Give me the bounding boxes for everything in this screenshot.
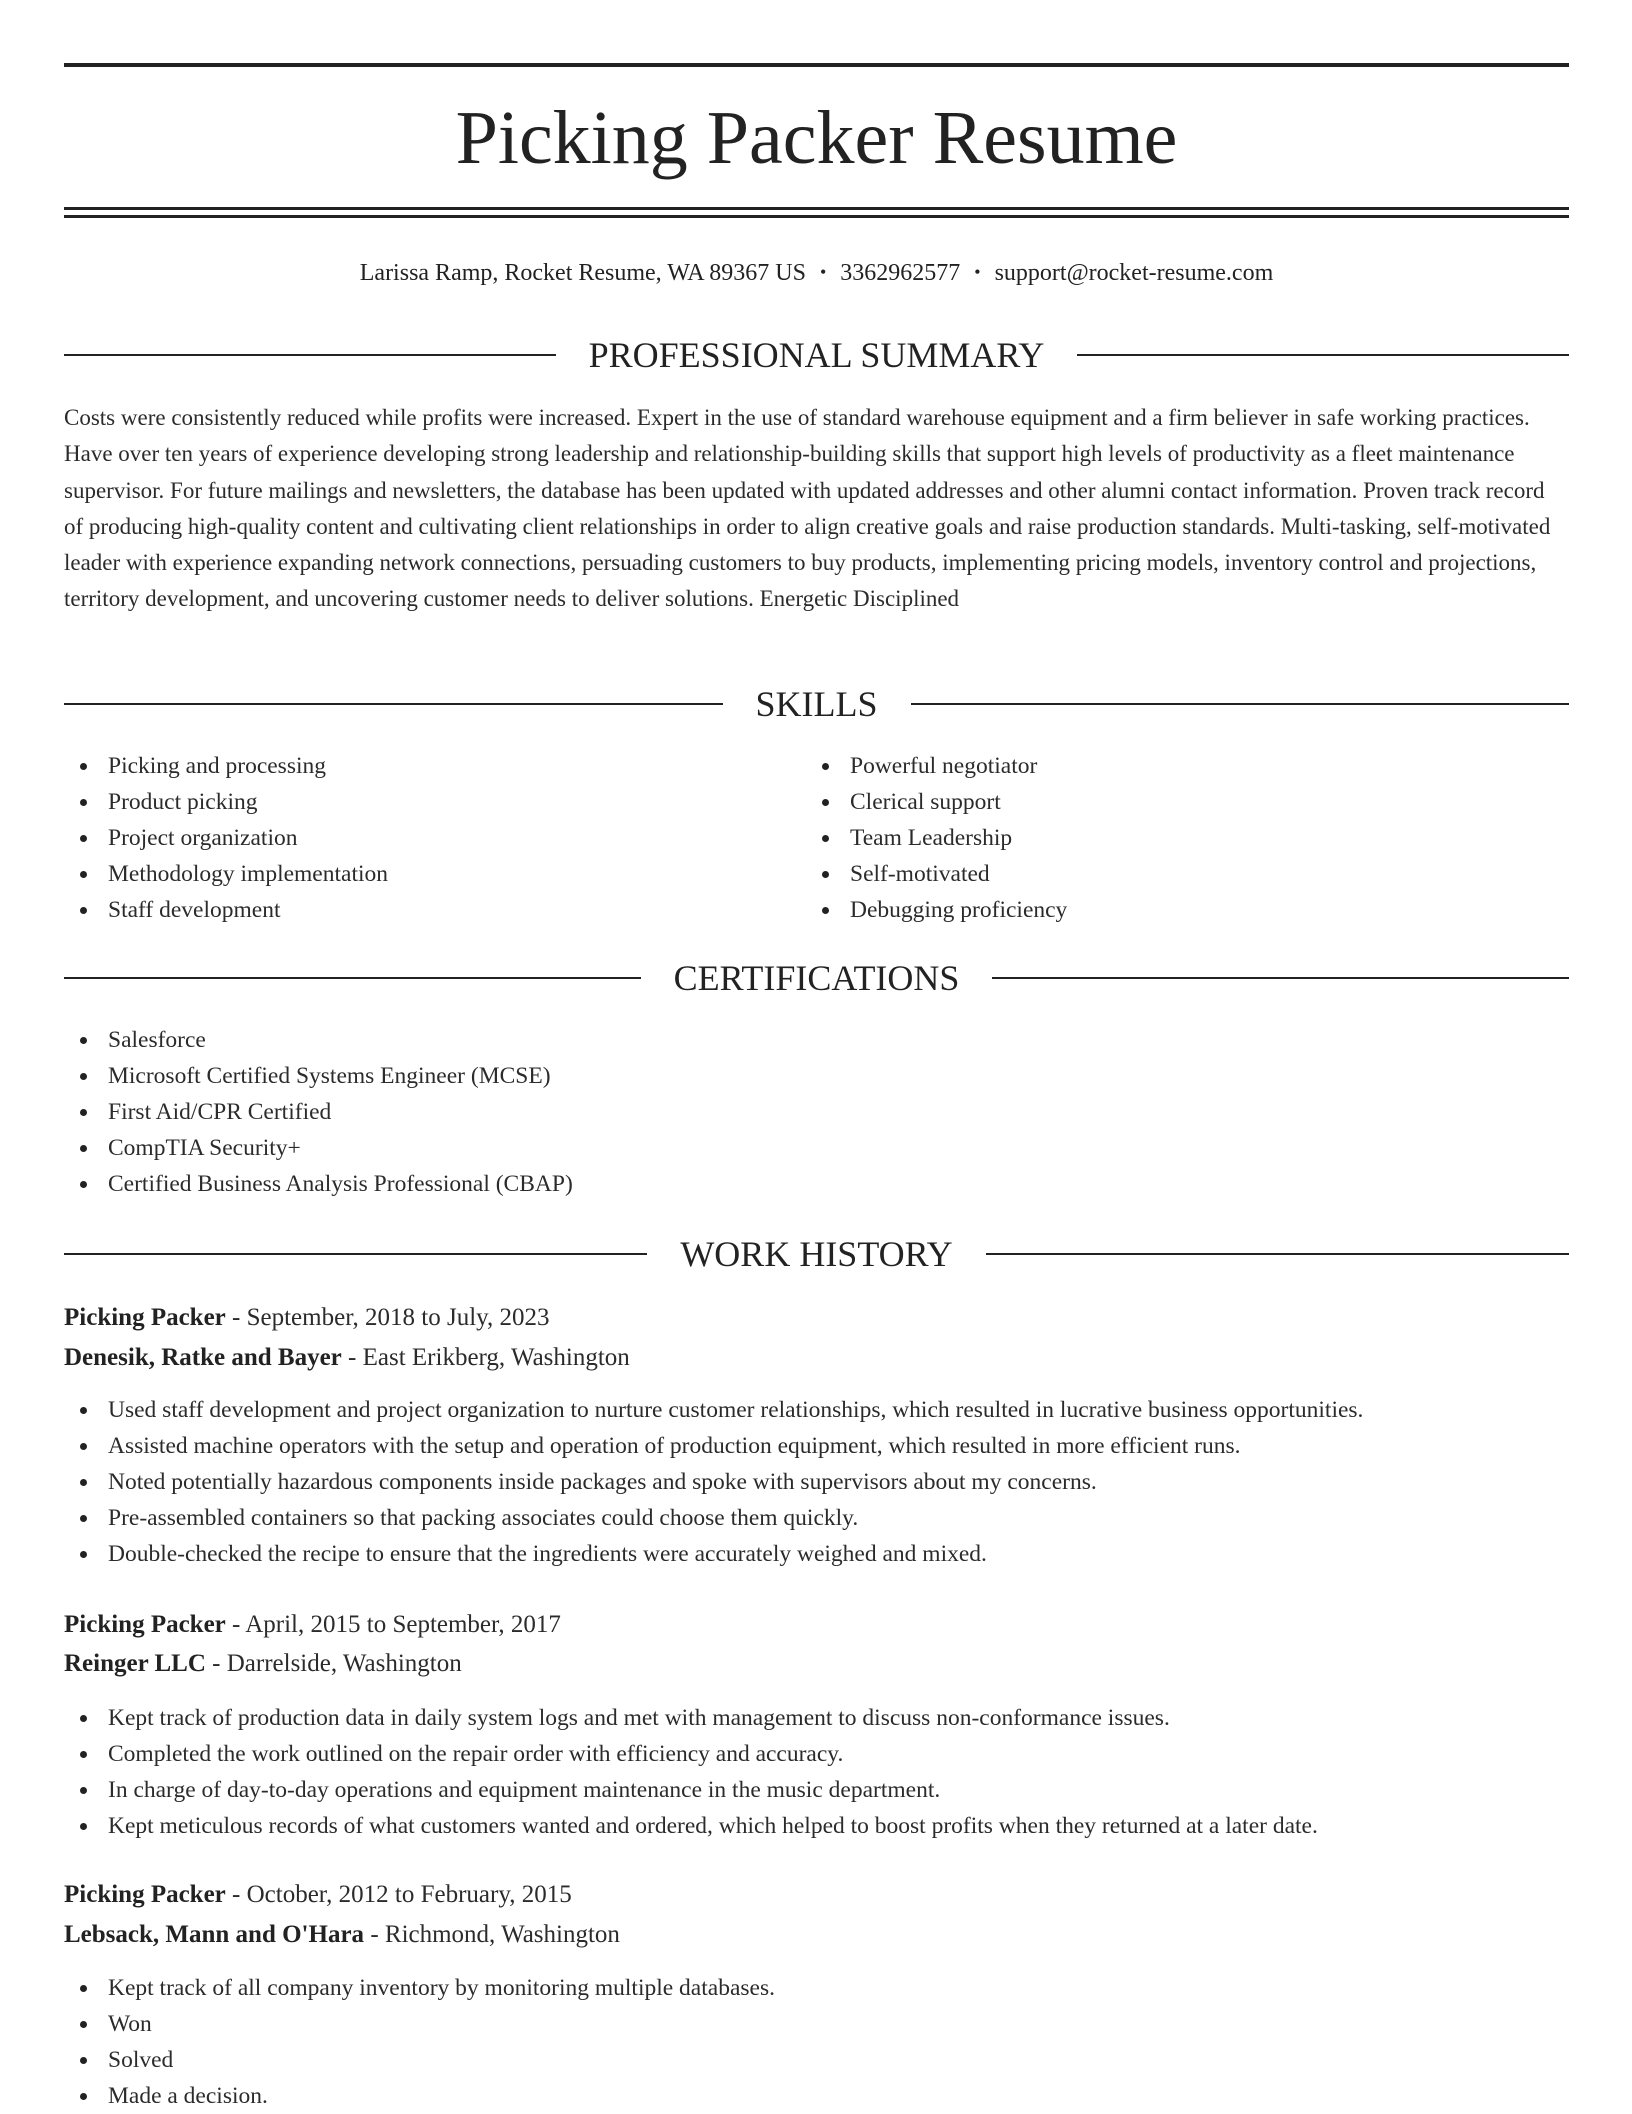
job-duty-item: Solved	[64, 2042, 775, 2078]
contact-separator: •	[974, 262, 981, 282]
job-company: Denesik, Ratke and Bayer	[64, 1344, 342, 1371]
job-duty-item: Pre-assembled containers so that packing associates could choose them quickly.	[64, 1500, 1363, 1536]
summary-paragraph: Costs were consistently reduced while profits were increased. Expert in the use of standard warehouse equipment and a firm believer in safe working practices. Have over ten years of experience developing strong leadership and relationship-building skills that support high levels of productivity as a fleet maintenance supervisor. For future mailings and newsletters, the database has been updated with updated addresses and other alumni contact information. Proven track record of producing high-quality content and cultivating client relationships in order to align creative goals and raise production standards. Multi-tasking, self-motivated leader with experience expanding network connections, persuading customers to buy products, implementing pricing models, inventory control and projections, territory development, and uncovering customer needs to deliver solutions. Energetic Disciplined	[64, 405, 1551, 612]
section-header-summary	[64, 333, 1569, 377]
skill-item: Methodology implementation	[64, 856, 388, 892]
certification-item: Microsoft Certified Systems Engineer (MCSE)	[64, 1058, 573, 1094]
section-title: SKILLS	[755, 684, 878, 724]
job-location: - Darrelside, Washington	[205, 1650, 462, 1677]
job-title: Picking Packer	[64, 1304, 226, 1331]
resume-title: Picking Packer Resume	[455, 96, 1178, 180]
job-duties-list	[64, 1392, 1363, 1572]
job-dates: - April, 2015 to September, 2017	[225, 1611, 561, 1638]
section-rule	[64, 703, 723, 705]
section-title: PROFESSIONAL SUMMARY	[588, 335, 1045, 375]
certification-item: First Aid/CPR Certified	[64, 1094, 573, 1130]
certification-item: Certified Business Analysis Professional (CBAP)	[64, 1166, 573, 1202]
section-rule	[64, 354, 556, 356]
job-duty-item: Kept meticulous records of what customers wanted and ordered, which helped to boost profits when they returned at a later date.	[64, 1808, 1318, 1844]
job-title-line	[64, 1877, 572, 1913]
skill-item: Product picking	[64, 784, 388, 820]
skills-list-left	[64, 748, 388, 928]
skill-item: Team Leadership	[806, 820, 1067, 856]
skill-item: Clerical support	[806, 784, 1067, 820]
section-header-certifications	[64, 956, 1569, 1000]
job-duty-item: Won	[64, 2006, 775, 2042]
job-location: - Richmond, Washington	[364, 1921, 620, 1948]
job-duty-item: Kept track of all company inventory by monitoring multiple databases.	[64, 1970, 775, 2006]
job-duty-item: Used staff development and project organization to nurture customer relationships, which resulted in lucrative business opportunities.	[64, 1392, 1363, 1428]
job-duty-item: Kept track of production data in daily system logs and met with management to discuss non-conformance issues.	[64, 1700, 1318, 1736]
skill-item: Project organization	[64, 820, 388, 856]
contact-email: support@rocket-resume.com	[994, 260, 1274, 286]
section-header-work-history	[64, 1232, 1569, 1276]
section-title: WORK HISTORY	[680, 1234, 953, 1274]
skill-item: Debugging proficiency	[806, 892, 1067, 928]
job-duty-item: Made a decision.	[64, 2078, 775, 2114]
job-title-line	[64, 1607, 561, 1643]
section-rule	[64, 977, 641, 979]
skills-list-right	[806, 748, 1067, 928]
section-rule	[1077, 354, 1569, 356]
skill-item: Powerful negotiator	[806, 748, 1067, 784]
section-rule	[992, 977, 1569, 979]
section-header-skills	[64, 682, 1569, 726]
job-company-line	[64, 1917, 620, 1953]
job-duties-list	[64, 1700, 1318, 1844]
contact-address: Larissa Ramp, Rocket Resume, WA 89367 US	[359, 260, 806, 286]
certifications-list	[64, 1022, 573, 1202]
job-duties-list	[64, 1970, 775, 2114]
certification-item: CompTIA Security+	[64, 1130, 573, 1166]
title-underline-rule-second	[64, 215, 1569, 218]
job-duty-item: Assisted machine operators with the setup and operation of production equipment, which resulted in more efficient runs.	[64, 1428, 1363, 1464]
job-company-line	[64, 1340, 630, 1376]
top-rule	[64, 63, 1569, 67]
job-location: - East Erikberg, Washington	[341, 1344, 630, 1371]
certification-item: Salesforce	[64, 1022, 573, 1058]
section-rule	[911, 703, 1570, 705]
contact-separator: •	[819, 262, 827, 282]
job-duty-item: In charge of day-to-day operations and equipment maintenance in the music department.	[64, 1772, 1318, 1808]
section-title: CERTIFICATIONS	[673, 958, 960, 998]
section-rule	[64, 1253, 647, 1255]
job-company: Lebsack, Mann and O'Hara	[64, 1921, 365, 1948]
job-duty-item: Noted potentially hazardous components inside packages and spoke with supervisors about my concerns.	[64, 1464, 1363, 1500]
title-underline-rule	[64, 207, 1569, 210]
job-company: Reinger LLC	[64, 1650, 206, 1677]
job-dates: - September, 2018 to July, 2023	[225, 1304, 550, 1331]
job-title-line	[64, 1300, 550, 1336]
section-rule	[986, 1253, 1569, 1255]
skill-item: Self-motivated	[806, 856, 1067, 892]
job-duty-item: Double-checked the recipe to ensure that the ingredients were accurately weighed and mixed.	[64, 1536, 1363, 1572]
job-company-line	[64, 1646, 462, 1682]
job-title: Picking Packer	[64, 1611, 226, 1638]
job-title: Picking Packer	[64, 1881, 226, 1908]
contact-line	[64, 254, 1569, 291]
job-duty-item: Completed the work outlined on the repair order with efficiency and accuracy.	[64, 1736, 1318, 1772]
skill-item: Picking and processing	[64, 748, 388, 784]
job-dates: - October, 2012 to February, 2015	[225, 1881, 572, 1908]
skill-item: Staff development	[64, 892, 388, 928]
contact-phone: 3362962577	[840, 260, 961, 286]
